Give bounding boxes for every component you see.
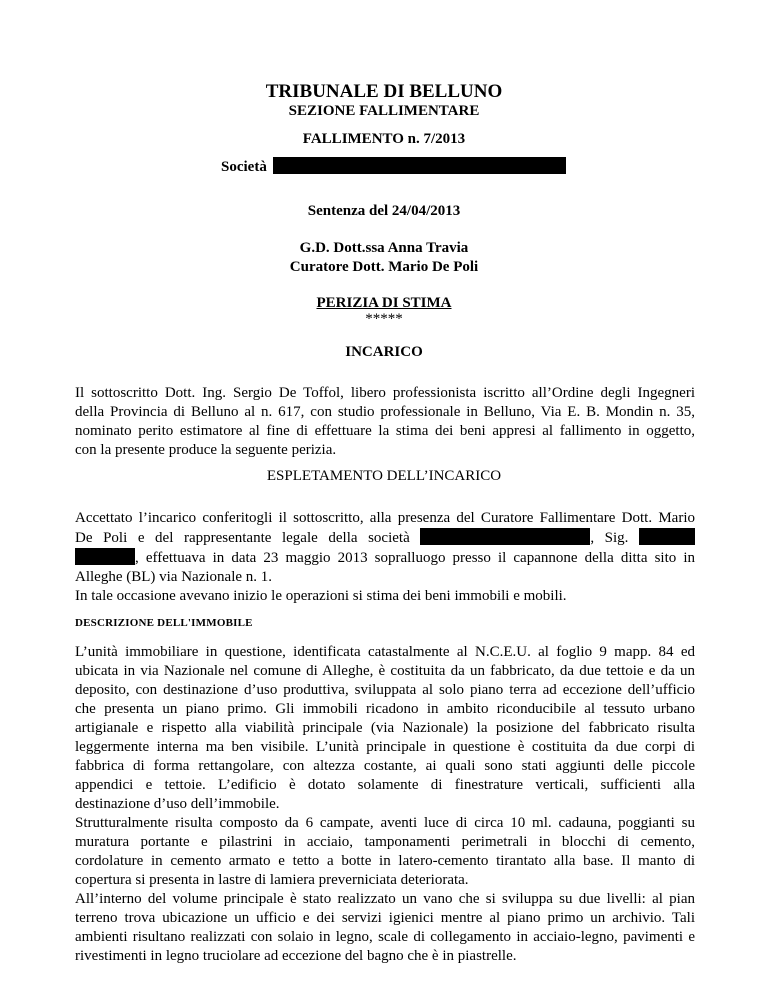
document-title: PERIZIA DI STIMA bbox=[316, 295, 452, 311]
redacted-person-name bbox=[639, 528, 695, 545]
company-label: Società bbox=[221, 159, 267, 175]
sentence-date: Sentenza del 24/04/2013 bbox=[307, 203, 461, 219]
espletamento-text: , effettuava in data 23 maggio 2013 sopralluogo presso il capannone della ditta sito in bbox=[135, 550, 695, 566]
descrizione-line: fabbrica di forma rettangolare, con altezza costante, ai quali sono stati aggiunti delle piccole bbox=[75, 758, 695, 774]
descrizione-line: L’unità immobiliare in questione, identificata catastalmente al N.C.E.U. al foglio 9 mapp. 84 ed bbox=[75, 644, 695, 660]
company-row bbox=[221, 157, 566, 176]
descrizione-line: artigianale e rispetto alla viabilità principale (via Nazionale) la posizione del fabbricato risulta bbox=[75, 720, 695, 736]
descrizione-line: appendici e tettoie. L’edificio è dotato solamente di finestrature verticali, sufficienti alla bbox=[75, 777, 695, 793]
intro-line: con la presente produce la seguente perizia. bbox=[75, 442, 337, 458]
espletamento-line: Accettato l’incarico conferitogli il sottoscritto, alla presenza del Curatore Fallimentare Dott. Mario bbox=[75, 510, 695, 526]
section-title: SEZIONE FALLIMENTARE bbox=[288, 103, 480, 119]
descrizione-line: destinazione d’uso dell’immobile. bbox=[75, 796, 280, 812]
curator-name: Curatore Dott. Mario De Poli bbox=[289, 259, 479, 275]
intro-line: Il sottoscritto Dott. Ing. Sergio De Toffol, libero professionista iscritto all’Ordine degli Ingegneri bbox=[75, 385, 695, 401]
descrizione-line: copertura si presenta in lastre di lamiera preverniciata deteriorata. bbox=[75, 872, 469, 888]
descrizione-line: terreno trova ubicazione un ufficio e dei servizi igienici mentre al piano primo un archivio. Tali bbox=[75, 910, 695, 926]
intro-paragraph bbox=[75, 384, 695, 460]
espletamento-text: De Poli e del rappresentante legale della società bbox=[75, 530, 410, 546]
descrizione-line: ubicata in via Nazionale nel comune di Alleghe, è costituita da un fabbricato, da due tettoie e da un bbox=[75, 663, 695, 679]
descrizione-line: che presenta un piano primo. Gli immobili ricadono in ambito riconducibile al tessuto urbano bbox=[75, 701, 695, 717]
case-number: FALLIMENTO n. 7/2013 bbox=[302, 131, 466, 147]
court-title: TRIBUNALE DI BELLUNO bbox=[265, 81, 503, 102]
separator-stars: ***** bbox=[365, 311, 403, 327]
descrizione-line: All’interno del volume principale è stato realizzato un vano che si sviluppa su due livelli: al pian bbox=[75, 891, 695, 907]
descrizione-line: Strutturalmente risulta composto da 6 campate, aventi luce di circa 10 ml. cadauna, poggianti su bbox=[75, 815, 695, 831]
descrizione-heading: DESCRIZIONE DELL'IMMOBILE bbox=[75, 617, 253, 629]
descrizione-line: muratura portante e pilastrini in acciaio, tamponamenti perimetrali in blocchi di cemento, bbox=[75, 834, 695, 850]
espletamento-line: Alleghe (BL) via Nazionale n. 1. bbox=[75, 569, 273, 585]
redacted-person-surname bbox=[75, 548, 135, 565]
espletamento-text: , Sig. bbox=[590, 530, 629, 546]
descrizione-paragraph bbox=[75, 643, 695, 966]
descrizione-line: ambienti risultano realizzati con solaio in legno, scale di collegamento in acciaio-legno, pavimenti e bbox=[75, 929, 695, 945]
espletamento-line bbox=[75, 548, 695, 568]
espletamento-line: In tale occasione avevano inizio le operazioni si stima dei beni immobili e mobili. bbox=[75, 588, 567, 604]
intro-line: della Provincia di Belluno al n. 617, con studio professionale in Belluno, Via E. B. Mondin n. 35, bbox=[75, 404, 695, 420]
incarico-heading: INCARICO bbox=[345, 344, 423, 360]
descrizione-line: leggermente interna ma ben visibile. L’unità principale in questione è costituita da due corpi di bbox=[75, 739, 695, 755]
espletamento-paragraph bbox=[75, 509, 695, 606]
descrizione-line: cordolature in cemento armato e tetto a botte in latero-cemento tirantato alla base. Il manto di bbox=[75, 853, 695, 869]
espletamento-line bbox=[75, 528, 695, 548]
judge-name: G.D. Dott.ssa Anna Travia bbox=[299, 240, 469, 256]
redacted-company bbox=[273, 157, 566, 174]
espletamento-heading: ESPLETAMENTO DELL’INCARICO bbox=[266, 468, 502, 484]
descrizione-line: deposito, con destinazione d’uso produttiva, sviluppata al solo piano terra ad eccezione dell’ufficio bbox=[75, 682, 695, 698]
descrizione-line: rivestimenti in legno truciolare ad eccezione del bagno che è in piastrelle. bbox=[75, 948, 517, 964]
redacted-company-name bbox=[420, 528, 590, 545]
intro-line: nominato perito estimatore al fine di effettuare la stima dei beni appresi al fallimento in oggetto, bbox=[75, 423, 695, 439]
